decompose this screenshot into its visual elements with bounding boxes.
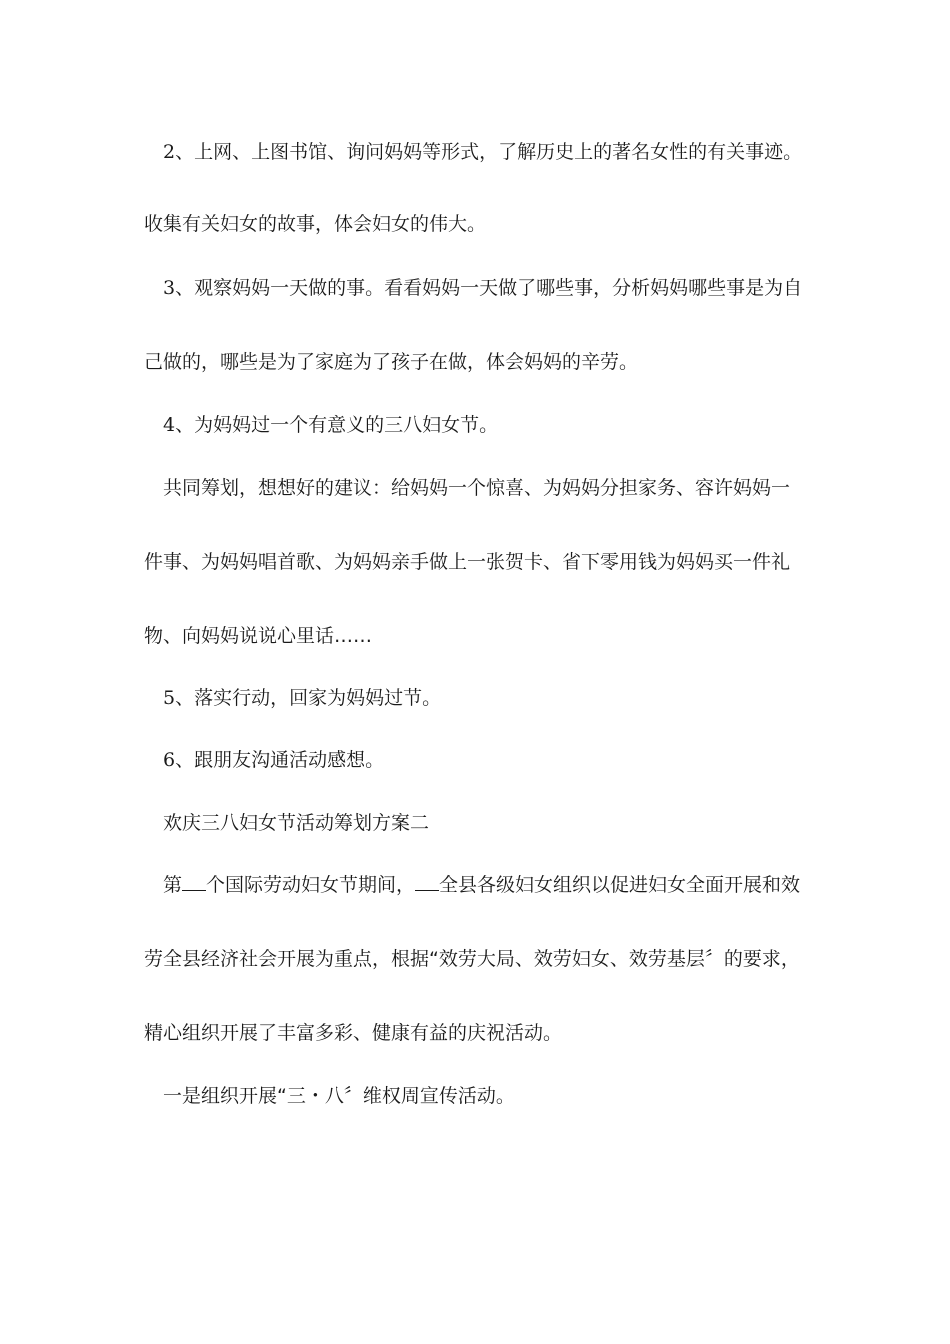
item-number: 4: [163, 414, 176, 436]
item-4: [163, 413, 833, 437]
item-number: 5: [163, 687, 176, 709]
item-5: [163, 686, 833, 710]
paragraph-line: 劳全县经济社会开展为重点，根据“效劳大局、效劳妇女、效劳基层〞的要求，: [144, 948, 800, 970]
item-number: 2: [163, 141, 176, 163]
paragraph-line: 收集有关妇女的故事，体会妇女的伟大。: [144, 213, 487, 235]
paragraph-line: [163, 873, 833, 897]
paragraph-line: 精心组织开展了丰富多彩、健康有益的庆祝活动。: [144, 1022, 563, 1044]
paragraph-line: 己做的，哪些是为了家庭为了孩子在做，体会妈妈的辛劳。: [144, 351, 639, 373]
item-text: 、观察妈妈一天做的事。看看妈妈一天做了哪些事，分析妈妈哪些事是为自: [175, 277, 803, 299]
paragraph-line: 件事、为妈妈唱首歌、为妈妈亲手做上一张贺卡、省下零用钱为妈妈买一件礼: [144, 551, 791, 573]
text-part: 个国际劳动妇女节期间，: [206, 874, 416, 896]
item-number: 3: [163, 277, 176, 299]
paragraph-line: 物、向妈妈说说心里话……: [144, 625, 373, 647]
item-text: 、为妈妈过一个有意义的三八妇女节。: [175, 414, 499, 436]
item-number: 6: [163, 749, 176, 771]
section-heading: 欢庆三八妇女节活动筹划方案二: [163, 812, 430, 834]
item-text: 、落实行动，回家为妈妈过节。: [175, 687, 442, 709]
item-text: 、跟朋友沟通活动感想。: [175, 749, 385, 771]
item-2: [163, 140, 833, 164]
blank-underline: [415, 874, 439, 891]
text-part: 全县各级妇女组织以促进妇女全面开展和效: [439, 874, 801, 896]
paragraph-line: 共同筹划，想想好的建议：给妈妈一个惊喜、为妈妈分担家务、容许妈妈一: [163, 477, 791, 499]
item-6: [163, 748, 833, 772]
text-part: 第: [163, 874, 183, 896]
item-text: 、上网、上图书馆、询问妈妈等形式，了解历史上的著名女性的有关事迹。: [175, 141, 803, 163]
blank-underline: [182, 874, 206, 891]
item-3: [163, 276, 833, 300]
paragraph-line: 一是组织开展“三・八〞维权周宣传活动。: [163, 1085, 515, 1107]
